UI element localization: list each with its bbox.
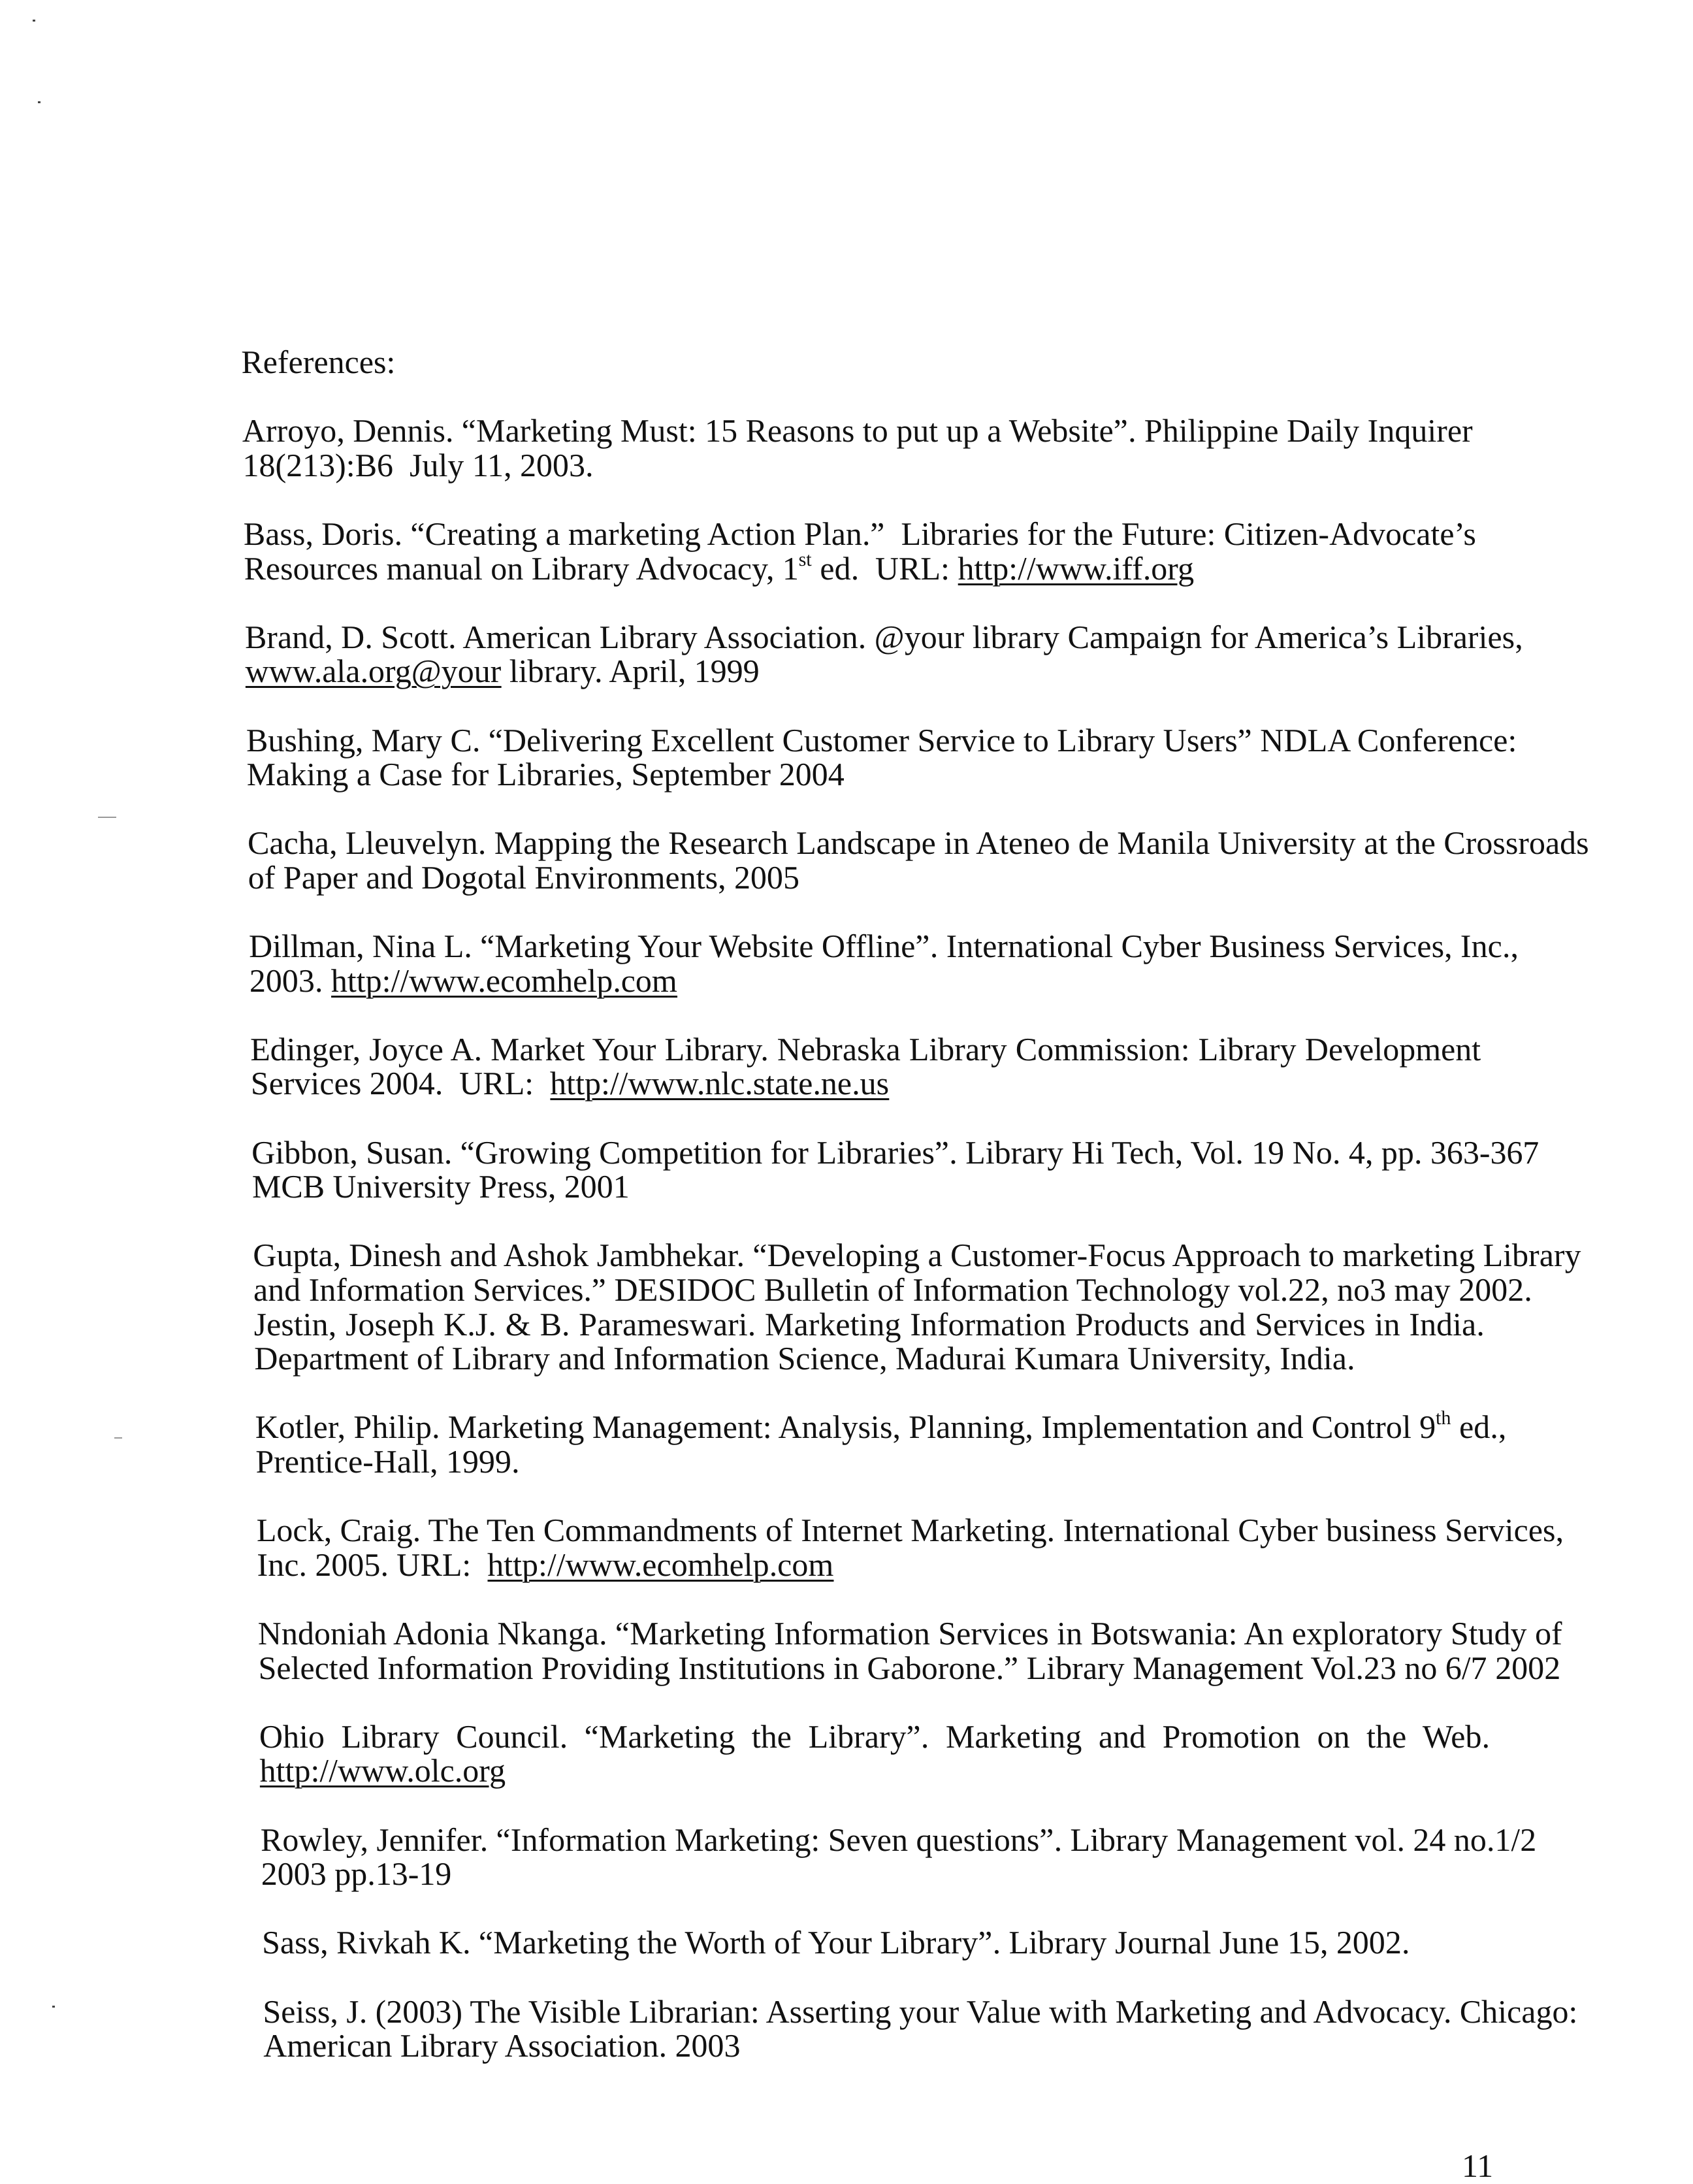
reference-entry xyxy=(250,1032,1481,1101)
reference-text: Cacha, Lleuvelyn. Mapping the Research Landscape in Ateneo de Manila University at the Crossroads xyxy=(247,824,1589,862)
reference-line xyxy=(250,1066,1481,1101)
reference-url-link[interactable]: http://www.ecomhelp.com xyxy=(331,962,678,999)
page-number: 11 xyxy=(1462,2147,1494,2184)
reference-line xyxy=(261,1857,1492,1891)
reference-line xyxy=(242,448,1474,483)
reference-line xyxy=(255,1407,1507,1446)
reference-text: 18(213):B6 July 11, 2003. xyxy=(242,446,594,483)
reference-line xyxy=(246,757,1477,792)
reference-entry xyxy=(262,1925,1493,1960)
reference-text: ed. URL: xyxy=(811,549,958,587)
reference-line xyxy=(254,1341,1485,1376)
reference-line xyxy=(251,1133,1540,1171)
reference-line xyxy=(258,1649,1561,1686)
reference-text: 2003. xyxy=(249,962,332,999)
reference-text: Gibbon, Susan. “Growing Competition for Libraries”. Library Hi Tech, Vol. 19 No. 4, pp. 363-367 xyxy=(251,1133,1540,1171)
reference-line xyxy=(252,1169,1483,1204)
reference-text: ed., xyxy=(1451,1409,1507,1446)
reference-list xyxy=(242,412,1589,2064)
reference-text: American Library Association. 2003 xyxy=(263,2027,741,2064)
reference-line xyxy=(242,414,1473,448)
reference-entry xyxy=(242,414,1473,482)
reference-entry xyxy=(257,1614,1563,1686)
reference-text: of Paper and Dogotal Environments, 2005 xyxy=(248,858,800,896)
reference-text: Ohio Library Council. “Marketing the Library”. Marketing and Promotion on the Web. xyxy=(259,1718,1491,1755)
reference-line xyxy=(248,928,1519,965)
reference-entry xyxy=(263,1993,1578,2064)
reference-line xyxy=(247,824,1589,862)
reference-entry xyxy=(246,721,1517,793)
reference-text: Brand, D. Scott. American Library Association. @your library Campaign for America’s Libraries, xyxy=(244,618,1523,655)
reference-text: Selected Information Providing Institutions in Gaborone.” Library Management Vol.23 no 6/7 2002 xyxy=(258,1649,1561,1686)
reference-text: Arroyo, Dennis. “Marketing Must: 15 Reasons to put up a Website”. Philippine Daily Inquirer xyxy=(242,412,1474,449)
reference-line xyxy=(263,1993,1578,2030)
reference-text: MCB University Press, 2001 xyxy=(251,1168,630,1205)
reference-text: and Information Services.” DESIDOC Bulletin of Information Technology vol.22, no3 may 2002. xyxy=(253,1271,1533,1309)
reference-entry xyxy=(255,1407,1507,1480)
reference-line xyxy=(263,2029,1494,2063)
scan-speck xyxy=(33,20,35,22)
reference-text: Resources manual on Library Advocacy, 1 xyxy=(244,549,799,587)
scan-speck xyxy=(38,101,40,103)
reference-line xyxy=(253,1271,1533,1309)
reference-url-link[interactable]: http://www.nlc.state.ne.us xyxy=(549,1065,890,1102)
reference-text: Department of Library and Information Science, Madurai Kumara University, India. xyxy=(253,1340,1355,1377)
reference-text: Rowley, Jennifer. “Information Marketing: Seven questions”. Library Management vol. 24 no.1/2 xyxy=(260,1821,1537,1858)
reference-entry xyxy=(260,1821,1537,1893)
references-page xyxy=(240,344,1589,2097)
reference-line xyxy=(250,1032,1481,1067)
reference-entry xyxy=(252,1237,1581,1309)
reference-text: Dillman, Nina L. “Marketing Your Website Offline”. International Cyber Business Services, Inc., xyxy=(248,928,1519,965)
reference-text: Nndoniah Adonia Nkanga. “Marketing Information Services in Botswania: An exploratory Study of xyxy=(257,1614,1563,1652)
reference-line xyxy=(252,1237,1581,1274)
reference-line xyxy=(256,1512,1564,1549)
reference-url-link[interactable]: http://www.olc.org xyxy=(259,1752,506,1789)
reference-url-link[interactable]: www.ala.org@your xyxy=(245,653,502,690)
reference-line xyxy=(260,1821,1537,1858)
reference-text: Seiss, J. (2003) The Visible Librarian: Asserting your Value with Marketing and Advocacy. Chicago: xyxy=(263,1993,1578,2030)
reference-text: Services 2004. URL: xyxy=(250,1065,551,1102)
reference-entry xyxy=(248,928,1519,999)
reference-line xyxy=(255,1444,1487,1479)
reference-text: Making a Case for Libraries, September 2004 xyxy=(246,756,845,793)
reference-line xyxy=(262,1925,1493,1960)
reference-text: Gupta, Dinesh and Ashok Jambhekar. “Developing a Customer-Focus Approach to marketing Library xyxy=(252,1237,1581,1274)
reference-entry xyxy=(251,1133,1540,1205)
reference-line xyxy=(257,1614,1563,1652)
reference-text: Inc. 2005. URL: xyxy=(257,1546,488,1583)
reference-line xyxy=(244,618,1523,655)
reference-line xyxy=(257,1548,1488,1582)
ordinal-superscript: st xyxy=(798,548,812,570)
reference-entry xyxy=(247,824,1589,896)
reference-url-link[interactable]: http://www.iff.org xyxy=(957,549,1195,587)
reference-line xyxy=(243,515,1477,552)
reference-text: Jestin, Joseph K.J. & B. Parameswari. Marketing Information Products and Services in India. xyxy=(253,1305,1485,1343)
reference-text: library. April, 1999 xyxy=(500,653,760,690)
reference-line xyxy=(259,1753,1491,1788)
reference-entry xyxy=(243,515,1477,587)
scan-speck xyxy=(114,1437,122,1439)
reference-entry xyxy=(253,1307,1485,1376)
scan-speck xyxy=(52,2006,55,2008)
reference-entry xyxy=(256,1512,1564,1583)
reference-line xyxy=(253,1307,1485,1342)
reference-line xyxy=(248,860,1479,895)
reference-url-link[interactable]: http://www.ecomhelp.com xyxy=(487,1546,834,1583)
reference-line xyxy=(244,548,1475,587)
reference-text: Edinger, Joyce A. Market Your Library. Nebraska Library Commission: Library Development xyxy=(250,1030,1481,1068)
reference-text: Bushing, Mary C. “Delivering Excellent Customer Service to Library Users” NDLA Conference: xyxy=(246,721,1517,758)
reference-text: 2003 pp.13-19 xyxy=(261,1855,452,1893)
reference-entry xyxy=(244,618,1523,690)
reference-text: Sass, Rivkah K. “Marketing the Worth of Your Library”. Library Journal June 15, 2002. xyxy=(261,1924,1410,1961)
references-heading: References: xyxy=(240,344,396,380)
reference-text: Lock, Craig. The Ten Commandments of Internet Marketing. International Cyber business Services, xyxy=(256,1512,1564,1549)
reference-text: Bass, Doris. “Creating a marketing Action Plan.” Libraries for the Future: Citizen-Advocate’s xyxy=(243,515,1477,552)
reference-text: Prentice-Hall, 1999. xyxy=(255,1443,520,1480)
reference-line xyxy=(259,1719,1491,1754)
reference-text: Kotler, Philip. Marketing Management: Analysis, Planning, Implementation and Control 9 xyxy=(255,1409,1436,1446)
reference-line xyxy=(246,721,1517,758)
ordinal-superscript: th xyxy=(1435,1407,1451,1429)
reference-line xyxy=(245,654,1476,689)
reference-entry xyxy=(259,1719,1491,1788)
scan-speck xyxy=(98,817,116,818)
reference-line xyxy=(249,964,1480,998)
